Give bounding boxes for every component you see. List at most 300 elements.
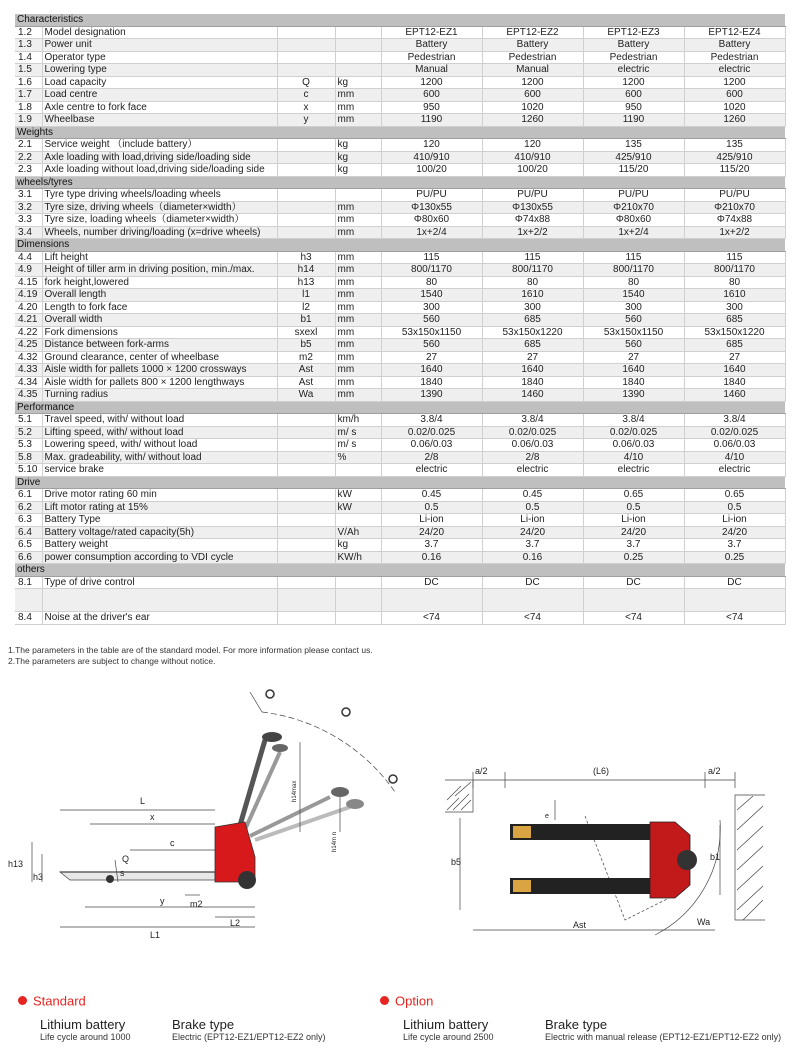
value-cell: 1460	[684, 389, 785, 402]
value-cell: 1020	[684, 101, 785, 114]
row-number: 8.4	[15, 612, 42, 625]
section-title: others	[15, 564, 785, 577]
section-header	[15, 239, 785, 252]
value-cell: Battery	[381, 39, 482, 52]
dim-c: c	[170, 838, 175, 848]
value-cell: 0.02/0.025	[381, 426, 482, 439]
table-row	[15, 264, 785, 277]
row-number: 4.15	[15, 276, 42, 289]
value-cell: Li-ion	[684, 514, 785, 527]
standard-battery: Lithium battery Life cycle around 1000	[40, 1017, 131, 1042]
value-cell	[381, 589, 482, 612]
dim-e: e	[545, 813, 549, 820]
value-cell: 300	[482, 301, 583, 314]
row-number: 5.3	[15, 439, 42, 452]
value-cell	[684, 589, 785, 612]
row-symbol	[277, 589, 335, 612]
row-unit	[335, 26, 381, 39]
row-number: 4.20	[15, 301, 42, 314]
table-row	[15, 64, 785, 77]
row-unit: mm	[335, 376, 381, 389]
row-label: Noise at the driver's ear	[42, 612, 277, 625]
value-cell: 600	[684, 89, 785, 102]
row-number	[15, 589, 42, 612]
section-title: Characteristics	[15, 14, 785, 26]
value-cell: 115/20	[684, 164, 785, 177]
row-symbol	[277, 164, 335, 177]
value-cell: 80	[583, 276, 684, 289]
value-cell: 425/910	[583, 151, 684, 164]
value-cell: 3.8/4	[583, 414, 684, 427]
row-unit: mm	[335, 201, 381, 214]
row-number: 4.33	[15, 364, 42, 377]
row-symbol	[277, 464, 335, 477]
value-cell: 24/20	[381, 526, 482, 539]
row-label: Aisle width for pallets 1000 × 1200 crossways	[42, 364, 277, 377]
value-cell: 1840	[381, 376, 482, 389]
standard-heading: Standard	[18, 993, 86, 1008]
value-cell: 600	[381, 89, 482, 102]
table-row	[15, 351, 785, 364]
value-cell: 560	[381, 339, 482, 352]
row-number: 6.3	[15, 514, 42, 527]
row-unit: %	[335, 451, 381, 464]
row-number: 6.2	[15, 501, 42, 514]
dim-b5: b5	[451, 857, 462, 867]
value-cell: PU/PU	[583, 189, 684, 202]
row-unit: mm	[335, 89, 381, 102]
table-row	[15, 114, 785, 127]
value-cell: 1840	[583, 376, 684, 389]
note-1: 1.The parameters in the table are of the standard model. For more information please contact us.	[8, 645, 373, 655]
value-cell: 0.5	[684, 501, 785, 514]
table-row	[15, 451, 785, 464]
row-symbol: h14	[277, 264, 335, 277]
value-cell: 27	[583, 351, 684, 364]
value-cell: PU/PU	[684, 189, 785, 202]
table-row	[15, 551, 785, 564]
row-unit: mm	[335, 101, 381, 114]
table-row	[15, 289, 785, 302]
table-row	[15, 151, 785, 164]
value-cell: 300	[583, 301, 684, 314]
row-unit	[335, 589, 381, 612]
value-cell: <74	[482, 612, 583, 625]
value-cell: 0.06/0.03	[583, 439, 684, 452]
value-cell: 685	[684, 339, 785, 352]
value-cell: 115	[583, 251, 684, 264]
notes	[8, 645, 373, 667]
value-cell: 685	[684, 314, 785, 327]
row-symbol: Ast	[277, 364, 335, 377]
row-label: power consumption according to VDI cycle	[42, 551, 277, 564]
dim-Wa: Wa	[697, 917, 711, 927]
value-cell: 0.5	[381, 501, 482, 514]
value-cell: 3.7	[583, 539, 684, 552]
value-cell: 24/20	[684, 526, 785, 539]
value-cell: 4/10	[684, 451, 785, 464]
value-cell: 685	[482, 339, 583, 352]
row-symbol: b5	[277, 339, 335, 352]
table-row	[15, 301, 785, 314]
row-number: 1.3	[15, 39, 42, 52]
table-row	[15, 76, 785, 89]
value-cell: 100/20	[482, 164, 583, 177]
row-symbol: l2	[277, 301, 335, 314]
table-row	[15, 226, 785, 239]
value-cell: 0.25	[684, 551, 785, 564]
row-number: 3.2	[15, 201, 42, 214]
value-cell: electric	[684, 464, 785, 477]
value-cell: 0.02/0.025	[482, 426, 583, 439]
dim-L2: L2	[230, 918, 241, 928]
value-cell: PU/PU	[482, 189, 583, 202]
row-label: Lowering speed, with/ without load	[42, 439, 277, 452]
row-number: 6.5	[15, 539, 42, 552]
value-cell: 53x150x1150	[583, 326, 684, 339]
row-number: 2.1	[15, 139, 42, 152]
row-symbol: Q	[277, 76, 335, 89]
row-number: 4.21	[15, 314, 42, 327]
row-symbol	[277, 501, 335, 514]
row-symbol: c	[277, 89, 335, 102]
row-label: Aisle width for pallets 800 × 1200 lengthways	[42, 376, 277, 389]
row-number: 2.2	[15, 151, 42, 164]
value-cell: 0.02/0.025	[583, 426, 684, 439]
value-cell: 1260	[684, 114, 785, 127]
value-cell: Battery	[482, 39, 583, 52]
value-cell: 1840	[482, 376, 583, 389]
value-cell: DC	[482, 576, 583, 589]
table-row	[15, 389, 785, 402]
section-header	[15, 401, 785, 414]
value-cell: 3.8/4	[684, 414, 785, 427]
section-header	[15, 14, 785, 26]
value-cell: 800/1170	[583, 264, 684, 277]
value-cell: Manual	[381, 64, 482, 77]
row-label: Battery Type	[42, 514, 277, 527]
value-cell: 3.7	[684, 539, 785, 552]
row-unit: mm	[335, 114, 381, 127]
row-symbol: sxexl	[277, 326, 335, 339]
row-number: 4.32	[15, 351, 42, 364]
option-dot	[380, 996, 389, 1005]
row-label: Length to fork face	[42, 301, 277, 314]
value-cell: 1200	[482, 76, 583, 89]
value-cell: 1x+2/2	[684, 226, 785, 239]
table-row	[15, 526, 785, 539]
value-cell: Li-ion	[583, 514, 684, 527]
table-row	[15, 26, 785, 39]
table-row	[15, 514, 785, 527]
dim-b1: b1	[710, 852, 721, 862]
value-cell: 1x+2/4	[583, 226, 684, 239]
row-unit: kg	[335, 76, 381, 89]
row-label: Lift motor rating at 15%	[42, 501, 277, 514]
row-number: 1.5	[15, 64, 42, 77]
row-label: Travel speed, with/ without load	[42, 414, 277, 427]
row-unit: kg	[335, 164, 381, 177]
row-unit: mm	[335, 289, 381, 302]
row-symbol: b1	[277, 314, 335, 327]
value-cell: 1190	[583, 114, 684, 127]
row-number: 8.1	[15, 576, 42, 589]
value-cell: 0.65	[684, 489, 785, 502]
row-number: 6.1	[15, 489, 42, 502]
row-unit: mm	[335, 276, 381, 289]
row-number: 3.4	[15, 226, 42, 239]
section-header	[15, 126, 785, 139]
table-row	[15, 339, 785, 352]
value-cell: 0.06/0.03	[381, 439, 482, 452]
row-unit	[335, 612, 381, 625]
value-cell: 1640	[583, 364, 684, 377]
row-label: Lifting speed, with/ without load	[42, 426, 277, 439]
standard-dot	[18, 996, 27, 1005]
row-label: Service weight （include battery）	[42, 139, 277, 152]
value-cell: 300	[381, 301, 482, 314]
row-label: Overall length	[42, 289, 277, 302]
value-cell: Battery	[684, 39, 785, 52]
value-cell: 0.16	[482, 551, 583, 564]
row-unit	[335, 189, 381, 202]
row-unit: V/Ah	[335, 526, 381, 539]
value-cell: 1190	[381, 114, 482, 127]
value-cell: EPT12-EZ2	[482, 26, 583, 39]
row-number: 4.9	[15, 264, 42, 277]
row-unit	[335, 514, 381, 527]
value-cell: 115	[482, 251, 583, 264]
row-unit: mm	[335, 351, 381, 364]
row-number: 6.6	[15, 551, 42, 564]
specification-table	[15, 14, 786, 625]
value-cell: 3.7	[482, 539, 583, 552]
value-cell: Pedestrian	[684, 51, 785, 64]
value-cell: DC	[684, 576, 785, 589]
value-cell: 0.45	[482, 489, 583, 502]
row-symbol: h3	[277, 251, 335, 264]
row-symbol	[277, 139, 335, 152]
table-row	[15, 89, 785, 102]
row-unit: kW	[335, 489, 381, 502]
value-cell: EPT12-EZ3	[583, 26, 684, 39]
value-cell: 2/8	[381, 451, 482, 464]
value-cell: 24/20	[482, 526, 583, 539]
option-brake: Brake type Electric with manual release (EPT12-EZ1/EPT12-EZ2 only)	[545, 1017, 782, 1042]
value-cell: DC	[381, 576, 482, 589]
dim-h13: h13	[8, 859, 24, 869]
value-cell: Φ210x70	[583, 201, 684, 214]
value-cell: 560	[583, 314, 684, 327]
value-cell: 4/10	[583, 451, 684, 464]
table-row	[15, 414, 785, 427]
dim-x: x	[150, 812, 155, 822]
section-title: Performance	[15, 401, 785, 414]
row-number: 4.25	[15, 339, 42, 352]
row-number: 1.7	[15, 89, 42, 102]
dim-h14max: h14max	[292, 780, 298, 802]
row-unit: mm	[335, 314, 381, 327]
value-cell: 560	[381, 314, 482, 327]
value-cell: 800/1170	[381, 264, 482, 277]
row-unit	[335, 51, 381, 64]
dim-h3: h3	[33, 872, 44, 882]
row-label: Model designation	[42, 26, 277, 39]
row-label: Battery voltage/rated capacity(5h)	[42, 526, 277, 539]
row-label: Axle loading with load,driving side/loading side	[42, 151, 277, 164]
row-unit: KW/h	[335, 551, 381, 564]
row-number: 5.1	[15, 414, 42, 427]
value-cell: 1200	[684, 76, 785, 89]
side-view-diagram	[0, 682, 420, 952]
table-row	[15, 214, 785, 227]
row-label: Wheels, number driving/loading (x=drive wheels)	[42, 226, 277, 239]
row-symbol	[277, 414, 335, 427]
row-number: 4.35	[15, 389, 42, 402]
value-cell: 1540	[583, 289, 684, 302]
row-symbol	[277, 439, 335, 452]
section-title: Weights	[15, 126, 785, 139]
table-row	[15, 589, 785, 612]
value-cell: 1640	[482, 364, 583, 377]
value-cell: 120	[482, 139, 583, 152]
row-symbol: Wa	[277, 389, 335, 402]
row-symbol	[277, 539, 335, 552]
value-cell: 1840	[684, 376, 785, 389]
value-cell: 1260	[482, 114, 583, 127]
value-cell: 27	[684, 351, 785, 364]
table-row	[15, 139, 785, 152]
row-label: Axle loading without load,driving side/loading side	[42, 164, 277, 177]
dim-s: s	[120, 868, 125, 878]
value-cell: Φ80x60	[583, 214, 684, 227]
row-symbol	[277, 26, 335, 39]
value-cell: 0.65	[583, 489, 684, 502]
value-cell: 800/1170	[684, 264, 785, 277]
row-symbol: h13	[277, 276, 335, 289]
note-2: 2.The parameters are subject to change without notice.	[8, 656, 216, 666]
section-header	[15, 476, 785, 489]
value-cell: electric	[684, 64, 785, 77]
option-battery: Lithium battery Life cycle around 2500	[403, 1017, 494, 1042]
value-cell: 0.06/0.03	[482, 439, 583, 452]
row-symbol	[277, 201, 335, 214]
value-cell: Φ74x88	[684, 214, 785, 227]
value-cell: EPT12-EZ1	[381, 26, 482, 39]
value-cell: 3.8/4	[381, 414, 482, 427]
table-row	[15, 612, 785, 625]
value-cell: 53x150x1150	[381, 326, 482, 339]
value-cell: 1020	[482, 101, 583, 114]
value-cell: <74	[684, 612, 785, 625]
row-unit: mm	[335, 339, 381, 352]
row-symbol	[277, 576, 335, 589]
value-cell: 53x150x1220	[684, 326, 785, 339]
value-cell: 80	[482, 276, 583, 289]
row-symbol: y	[277, 114, 335, 127]
table-row	[15, 164, 785, 177]
table-row	[15, 51, 785, 64]
row-number: 5.2	[15, 426, 42, 439]
table-row	[15, 314, 785, 327]
row-number: 4.4	[15, 251, 42, 264]
dim-a2-right: a/2	[708, 766, 721, 776]
row-symbol: x	[277, 101, 335, 114]
value-cell: 3.7	[381, 539, 482, 552]
value-cell	[583, 589, 684, 612]
row-label: Load centre	[42, 89, 277, 102]
row-symbol	[277, 489, 335, 502]
table-row	[15, 376, 785, 389]
row-unit: mm	[335, 251, 381, 264]
value-cell: 425/910	[684, 151, 785, 164]
value-cell: Battery	[583, 39, 684, 52]
value-cell: 0.16	[381, 551, 482, 564]
section-title: wheels/tyres	[15, 176, 785, 189]
table-row	[15, 326, 785, 339]
table-row	[15, 201, 785, 214]
row-label: Type of drive control	[42, 576, 277, 589]
value-cell: Pedestrian	[583, 51, 684, 64]
standard-brake: Brake type Electric (EPT12-EZ1/EPT12-EZ2 only)	[172, 1017, 326, 1042]
value-cell: 800/1170	[482, 264, 583, 277]
row-unit: mm	[335, 264, 381, 277]
value-cell: 1390	[583, 389, 684, 402]
value-cell: 27	[381, 351, 482, 364]
value-cell: 0.25	[583, 551, 684, 564]
table-row	[15, 39, 785, 52]
row-unit: kg	[335, 139, 381, 152]
table-row	[15, 464, 785, 477]
value-cell: 3.8/4	[482, 414, 583, 427]
value-cell: 120	[381, 139, 482, 152]
option-heading: Option	[380, 993, 433, 1008]
value-cell: Pedestrian	[482, 51, 583, 64]
row-label: Axle centre to fork face	[42, 101, 277, 114]
section-header	[15, 176, 785, 189]
table-row	[15, 101, 785, 114]
value-cell: Li-ion	[381, 514, 482, 527]
value-cell: 1640	[684, 364, 785, 377]
row-number: 1.9	[15, 114, 42, 127]
value-cell: 1640	[381, 364, 482, 377]
value-cell: 410/910	[381, 151, 482, 164]
row-unit: km/h	[335, 414, 381, 427]
dim-L: L	[140, 796, 146, 806]
row-unit: mm	[335, 326, 381, 339]
value-cell: 80	[381, 276, 482, 289]
row-symbol	[277, 451, 335, 464]
value-cell: electric	[381, 464, 482, 477]
row-symbol: Ast	[277, 376, 335, 389]
row-unit: mm	[335, 226, 381, 239]
value-cell: 1x+2/4	[381, 226, 482, 239]
value-cell: Pedestrian	[381, 51, 482, 64]
value-cell	[482, 589, 583, 612]
value-cell: 0.02/0.025	[684, 426, 785, 439]
value-cell: <74	[583, 612, 684, 625]
value-cell: <74	[381, 612, 482, 625]
row-symbol	[277, 64, 335, 77]
value-cell: 685	[482, 314, 583, 327]
section-header	[15, 564, 785, 577]
dim-Q: Q	[122, 854, 130, 864]
row-unit: kg	[335, 151, 381, 164]
value-cell: 1200	[583, 76, 684, 89]
row-number: 1.8	[15, 101, 42, 114]
row-number: 1.6	[15, 76, 42, 89]
value-cell: 0.5	[583, 501, 684, 514]
